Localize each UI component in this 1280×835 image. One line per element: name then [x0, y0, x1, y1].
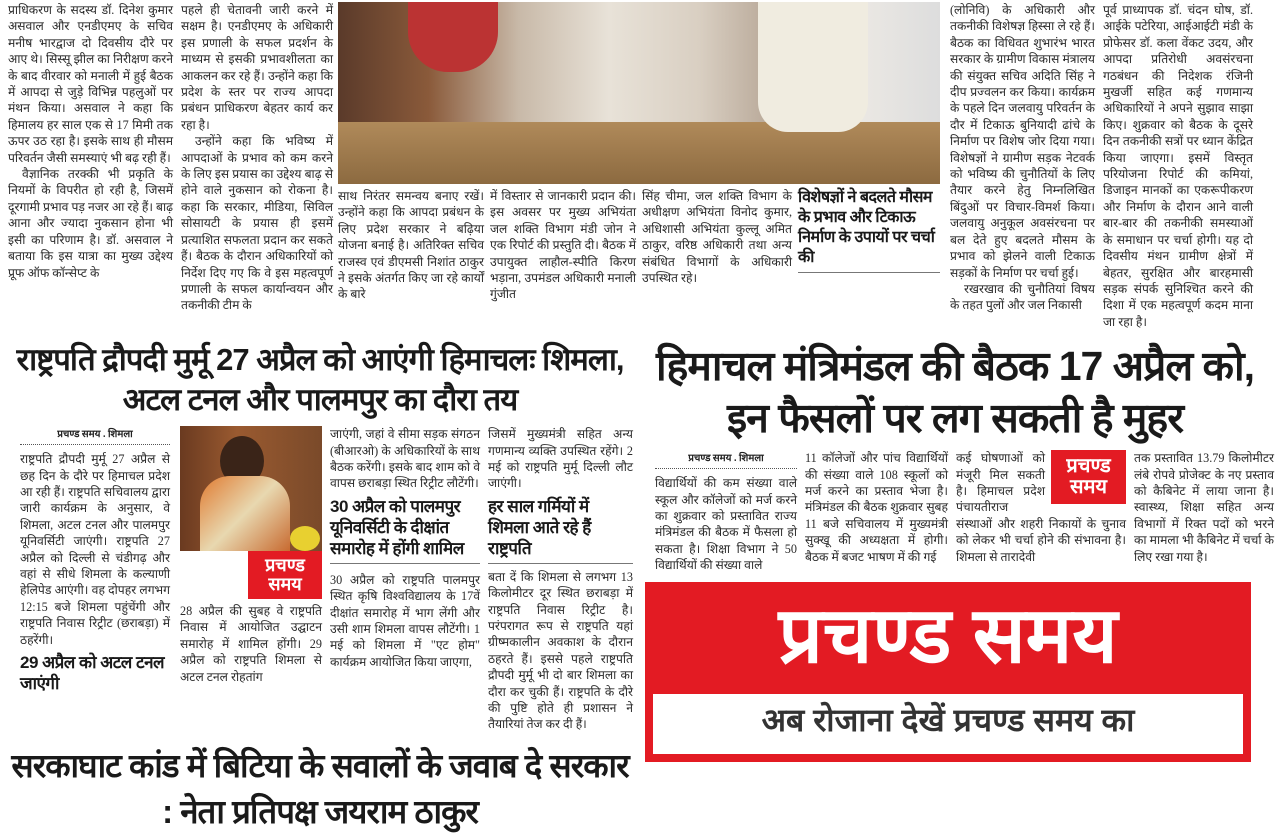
- subhead-summer-visits: हर साल गर्मियों में शिमला आते रहे हैं राष्ट्रपति: [488, 496, 591, 558]
- top-story-col4: में विस्तार से जानकारी प्रदान की। इस अवसर पर मुख्य अभियंता जल शक्ति विभाग मंडी जोन ने एक रिपोर्ट की प्रस्तुति दी। बैठक में उपायुक्त लाहौल-स्पीति किरण भड़ाना, उपमंडल अधिकारी मनाली गुंजीत: [490, 189, 636, 302]
- subhead-atal-tunnel: 29 अप्रैल को अटल टनल जाएंगी: [20, 653, 165, 693]
- president-col4: [488, 426, 633, 733]
- paragraph: 30 अप्रैल को राष्ट्रपति पालमपुर स्थित कृषि विश्वविद्यालय के 17वें दीक्षांत समारोह में भाग लेंगी और उसी शाम शिमला वापस लौटेंगी। 1 मई को शिमला में "एट होम" कार्यक्रम आयोजित किया जाएगा,: [330, 572, 480, 669]
- divider: [488, 563, 633, 564]
- banner-tagline: अब रोजाना देखें प्रचण्ड समय का: [653, 694, 1243, 754]
- paragraph: रखरखाव की चुनौतियां विषय के तहत पुलों और जल निकासी: [950, 281, 1095, 313]
- paragraph: बता दें कि शिमला से लगभग 13 किलोमीटर दूर स्थित छराबड़ा में राष्ट्रपति निवास रिट्रीट है। परंपरागत रूप से राष्ट्रपति यहां ग्रीष्मकालीन अवकाश के दौरान ठहरते हैं। इससे पहले राष्ट्रपति द्रौपदी मुर्मू भी दो बार शिमला का दौरा कर चुकी हैं। राष्ट्रपति के दौरे की पुष्टि होते ही प्रशासन ने तैयारियां तेज कर दी हैं।: [488, 569, 633, 732]
- top-story-col1: [8, 2, 173, 281]
- top-story-col2: [181, 2, 333, 314]
- byline: प्रचण्ड समय . शिमला: [20, 426, 170, 445]
- subhead-palampur: 30 अप्रैल को पालमपुर यूनिवर्सिटी के दीक्षांत समारोह में होंगी शामिल: [330, 496, 464, 558]
- paragraph: जाएंगी, जहां वे सीमा सड़क संगठन (बीआरओ) के अधिकारियों के साथ बैठक करेंगी। इसके बाद शाम को वे वापस छराबड़ा स्थित रिट्रीट लौटेंगी।: [330, 427, 480, 491]
- banner-title: प्रचण्ड समय: [778, 590, 1118, 679]
- photo-caption-headline: विशेषज्ञों ने बदलते मौसम के प्रभाव और टिकाऊ निर्माण के उपायों पर चर्चा की: [798, 189, 935, 266]
- sarkaghat-headline: सरकाघाट कांड में बिटिया के सवालों के जवाब दे सरकार : नेता प्रतिपक्ष जयराम ठाकुर: [11, 746, 629, 830]
- middle-band: [0, 340, 1280, 835]
- paragraph: राष्ट्रपति द्रौपदी मुर्मू 27 अप्रैल से छह दिन के दौरे पर हिमाचल प्रदेश आ रही हैं। राष्ट्रपति सचिवालय द्वारा जारी कार्यक्रम के अनुसार, वे शिमला, अटल टनल और पालमपुर यूनिवर्सिटी जाएंगी। राष्ट्रपति 27 अप्रैल को दिल्ली से चंडीगढ़ और वहां से सीधे शिमला के कल्याणी हेलिपेड आएंगी। वह दोपहर लगभग 12:15 बजे शिमला पहुंचेंगी और राष्ट्रपति निवास रिट्रीट (छराबड़ा) में ठहरेंगी।: [20, 452, 170, 647]
- prachand-samay-logo: प्रचण्ड समय: [1051, 450, 1126, 504]
- president-col2: 28 अप्रैल की सुबह वे राष्ट्रपति निवास में आयोजित उद्घाटन समारोह में शामिल होंगी। 29 अप्रैल को राष्ट्रपति शिमला से अटल टनल रोहतांग: [180, 603, 322, 684]
- president-col3: [330, 426, 480, 670]
- divider: [798, 272, 940, 273]
- cabinet-col3: कई घोषणाओं को मंजूरी मिल सकती है। हिमाचल प्रदेश पंचायतीराज संस्थाओं और शहरी निकायों के चुनाव को लेकर भी चर्चा होने की संभावना है। शिमला से तारादेवी: [956, 451, 1126, 564]
- roads-story-col1: [950, 2, 1095, 314]
- paragraph: उन्होंने कहा कि भविष्य में आपदाओं के प्रभाव को कम करने के लिए इस प्रयास का उद्देश्य बाढ़ से होने वाले नुकसान को रोकना है। कहा कि सरकार, मीडिया, सिविल सोसायटी के प्रयास ही इसमें प्रत्याशित सफलता प्रदान कर सकते हैं। बैठक के दौरान अधिकारियों को निर्देश दिए गए कि वे इस महत्वपूर्ण प्रणाली के सफल कार्यान्वयन और तकनीकी टीम के: [181, 134, 333, 313]
- cabinet-col2: 11 कॉलेजों और पांच विद्यार्थियों की संख्या वाले 108 स्कूलों को मर्ज करने का प्रस्ताव भेजा है। मंत्रिमंडल की बैठक शुक्रवार सुबह 11 बजे सचिवालय में मुख्यमंत्री सुक्खू की अध्यक्षता में होगी। बैठक में बजट भाषण में की गई: [805, 451, 948, 564]
- cabinet-headline: हिमाचल मंत्रिमंडल की बैठक 17 अप्रैल को, इन फैसलों पर लग सकती है मुहर: [655, 343, 1255, 442]
- top-center-block: [338, 2, 940, 303]
- byline: प्रचण्ड समय . शिमला: [655, 450, 797, 469]
- president-story: [0, 340, 640, 835]
- president-photo: [180, 426, 322, 551]
- paragraph: पहले ही चेतावनी जारी करने में सक्षम है। एनडीएमए के अधिकारी इस प्रणाली के सफल प्रदर्शन के माध्यम से इसकी प्रभावशीलता का आकलन कर रहे हैं। उन्होंने कहा कि प्रदेश के स्तर पर राज्य आपदा प्रबंधन प्राधिकरण बेहतर कार्य कर रहा है।: [181, 3, 333, 132]
- paragraph: वैज्ञानिक तरक्की भी प्रकृति के नियमों के विपरीत हो रही है, जिसमें दूरगामी प्रभाव पड़ नजर आ रहे हैं। बाढ़ आना और ज्यादा नुकसान होना भी इसी का परिणाम है। डॉ. असवाल ने बताया कि इस यात्रा का मुख्य उद्देश्य प्रूफ ऑफ कॉन्सेप्ट के: [8, 167, 173, 280]
- cabinet-story: [645, 340, 1280, 761]
- prachand-samay-banner: [645, 582, 1251, 762]
- paragraph: जिसमें मुख्यमंत्री सहित अन्य गणमान्य व्यक्ति उपस्थित रहेंगे। 2 मई को राष्ट्रपति मुर्मू दिल्ली लौट जाएंगी।: [488, 427, 633, 491]
- cabinet-col4: तक प्रस्तावित 13.79 किलोमीटर लंबे रोपवे प्रोजेक्ट के नए प्रस्ताव को कैबिनेट में लाया जाना है। स्वास्थ्य, शिक्षा सहित अन्य विभागों में रिक्त पदों को भरने का मामला भी कैबिनेट में चर्चा के लिए रखा गया है।: [1134, 451, 1274, 564]
- top-band: [0, 0, 1280, 330]
- paragraph: (लोनिवि) के अधिकारी और तकनीकी विशेषज्ञ हिस्सा ले रहे हैं। बैठक का विधिवत शुभारंभ भारत सरकार के ग्रामीण विकास मंत्रालय की संयुक्त सचिव अदिति सिंह ने दीप प्रज्वलन कर किया। कार्यक्रम के पहले दिन जलवायु परिवर्तन के दौर में टिकाऊ बुनियादी ढांचे के निर्माण पर विशेष जोर दिया गया। विशेषज्ञों ने ग्रामीण सड़क नेटवर्क को भविष्य की चुनौतियों के लिए तैयार करने हेतु निम्नलिखित बिंदुओं पर विचार-विमर्श किया। जलवायु अनुकूल अवसंरचना पर बल देते हुए बदलते मौसम के प्रभाव को झेलने वाली टिकाऊ सड़कों के निर्माण पर चर्चा हुई।: [950, 3, 1095, 280]
- paragraph: प्राधिकरण के सदस्य डॉ. दिनेश कुमार असवाल और एनडीएमए के सचिव मनीष भारद्वाज दो दिवसीय दौरे पर आए थे। सिस्सू झील का निरीक्षण करने के बाद वीरवार को मनाली में हुई बैठक में आपदा से जुड़े विभिन्न पहलुओं पर मंथन किया। असवाल ने कहा कि हिमालय हर साल एक से 17 मिमी तक ऊपर उठ रहा है। इसके साथ ही मौसम परिवर्तन जैसी समस्याएं भी बढ़ रही हैं।: [8, 3, 173, 165]
- top-story-col5: सिंह चीमा, जल शक्ति विभाग के अधीक्षण अभियंता विनोद कुमार, अधिशासी अभियंता कुल्लू अमित ठाकुर, वरिष्ठ अधिकारी तथा अन्य संबंधित विभागों के अधिकारी उपस्थित रहे।: [642, 189, 792, 286]
- roads-story-col2: पूर्व प्राध्यापक डॉ. चंदन घोष, डॉ. आईके पटेरिया, आईआईटी मंडी के प्रोफेसर डॉ. कला वेंकट उदय, और आपदा प्रतिरोधी अवसंरचना गठबंधन की निदेशक रंजिनी मुखर्जी सहित कई गणमान्य अधिकारियों ने अपने सुझाव साझा किए। शुक्रवार को बैठक के दूसरे दिन तकनीकी सत्रों पर ध्यान केंद्रित किया जाएगा। इसमें विस्तृत परियोजना रिपोर्ट की कमियां, डिजाइन मानकों का एकरूपीकरण और निर्माण के दौरान आने वाली बार-बार की तकनीकी समस्याओं के समाधान पर चर्चा होगी। यह दो दिवसीय मंथन ग्रामीण क्षेत्रों में बेहतर, सुरक्षित और बारहमासी सड़क संपर्क सुनिश्चित करने की दिशा में एक महत्वपूर्ण कदम माना जा रहा है।: [1103, 3, 1253, 329]
- cabinet-col1: विद्यार्थियों की कम संख्या वाले स्कूल और कॉलेजों को मर्ज करने का शुक्रवार को प्रस्तावित राज्य मंत्रिमंडल की बैठक में फैसला हो सकता है। शिक्षा विभाग ने 50 विद्यार्थियों की संख्या वाले: [655, 476, 797, 573]
- president-headline: राष्ट्रपति द्रौपदी मुर्मू 27 अप्रैल को आएंगी हिमाचलः शिमला, अटल टनल और पालमपुर का दौरा तय: [16, 342, 624, 418]
- meeting-photo: [338, 2, 940, 184]
- divider: [330, 563, 480, 564]
- top-story-col3: साथ निरंतर समन्वय बनाए रखें। उन्होंने कहा कि आपदा प्रबंधन के लिए प्रदेश सरकार ने बढ़िया योजना बनाई है। अतिरिक्त सचिव राजस्व एवं डीएमसी निशांत ठाकुर ने इसके अंतर्गत किए जा रहे कार्यों के बारे: [338, 189, 484, 302]
- president-col1: [20, 451, 170, 648]
- prachand-samay-logo: प्रचण्ड समय: [248, 551, 322, 599]
